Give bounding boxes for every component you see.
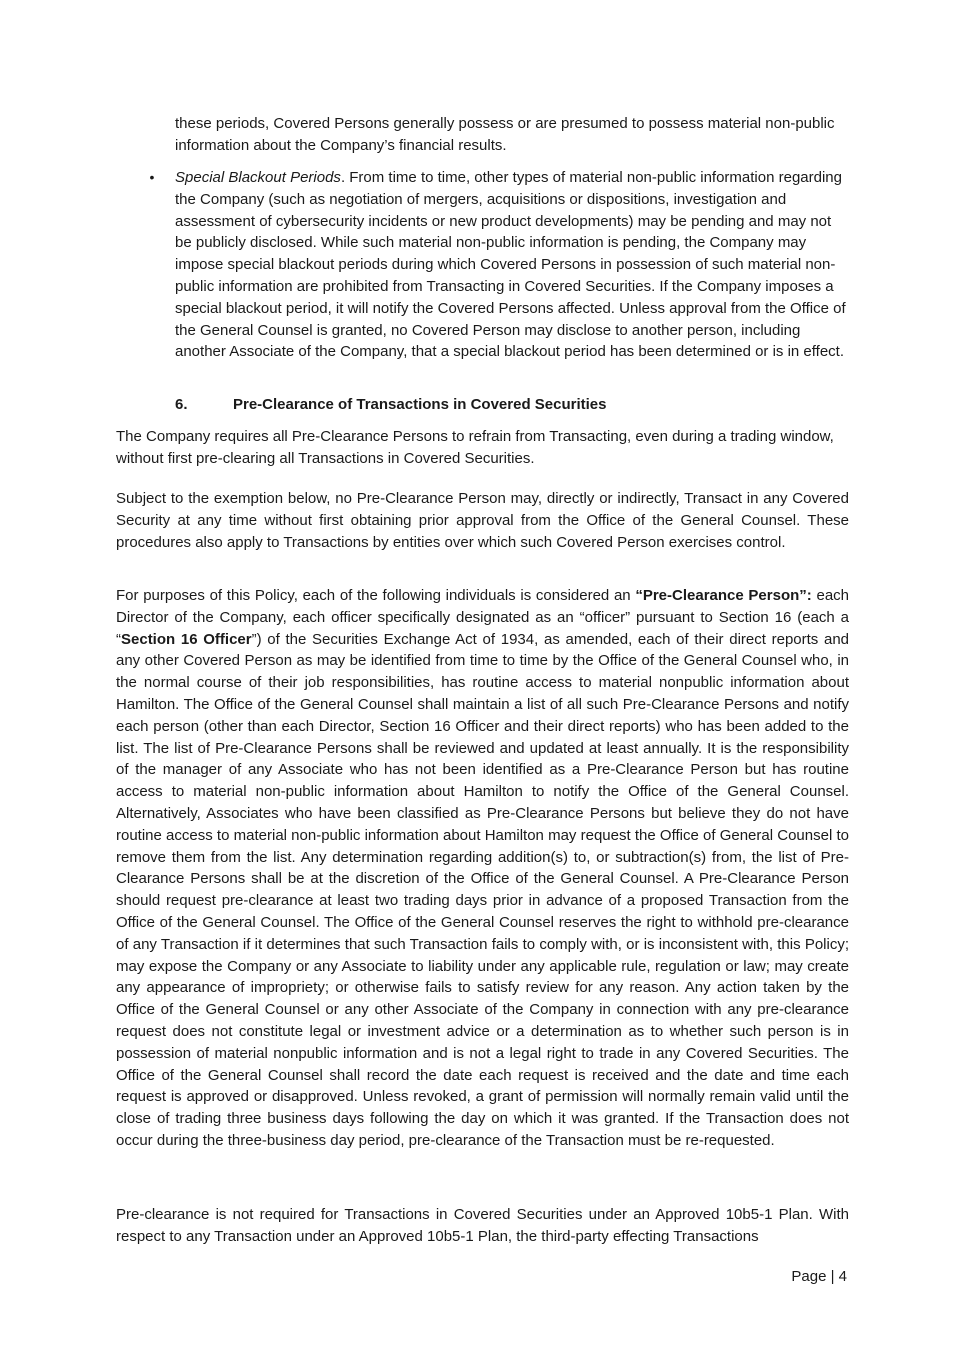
- paragraph-requirement: The Company requires all Pre-Clearance Persons to refrain from Transacting, even during a trading window, without first pre-clearing all Transactions in Covered Securities.: [116, 428, 834, 467]
- definition-text-a: For purposes of this Policy, each of the following individuals is considered an: [116, 587, 636, 604]
- definition-text-b: each Director of the Company, each officer specifically designated as an “officer” pursuant to Section 16 (each a “: [116, 587, 850, 648]
- section-number: 6.: [175, 396, 188, 413]
- term-pre-clearance-person: “Pre-Clearance Person”:: [635, 587, 812, 604]
- section-title: Pre-Clearance of Transactions in Covered Securities: [233, 396, 607, 413]
- paragraph-10b5-1: Pre-clearance is not required for Transactions in Covered Securities under an Approved 10b5-1 Plan. With respect to any Transaction under an Approved 10b5-1 Plan, the third-party effecting Transactions: [116, 1206, 849, 1245]
- special-blackout-title: Special Blackout Periods: [175, 169, 341, 186]
- page-number: Page | 4: [791, 1268, 847, 1285]
- continuation-paragraph: these periods, Covered Persons generally possess or are presumed to possess material non-public information about the Company’s financial results.: [175, 115, 835, 154]
- special-blackout-body: . From time to time, other types of material non-public information regarding the Company (such as negotiation of mergers, acquisitions or dispositions, investigation and assessment of cybersecurity incidents or new product developments) may be pending and may not be publicly disclosed. While such material non-public information is pending, the Company may impose special blackout periods during which Covered Persons in possession of such material non-public information are prohibited from Transacting in Covered Securities. If the Company imposes a special blackout period, it will notify the Covered Persons affected. Unless approval from the Office of the General Counsel is granted, no Covered Person may disclose to another person, including another Associate of the Company, that a special blackout period has been determined or is in effect.: [175, 169, 846, 361]
- term-section-16-officer: Section 16 Officer: [121, 630, 252, 648]
- special-blackout-text: [175, 167, 848, 363]
- section-heading: [175, 394, 775, 416]
- paragraph-definition: [116, 585, 849, 1152]
- bullet-icon: •: [149, 169, 155, 185]
- paragraph-exemption: Subject to the exemption below, no Pre-Clearance Person may, directly or indirectly, Transact in any Covered Security at any time without first obtaining prior approval from the Office of the General Counsel. These procedures also apply to Transactions by entities over which such Covered Person exercises control.: [116, 490, 849, 551]
- definition-text-c: ”) of the Securities Exchange Act of 1934, as amended, each of their direct reports and any other Covered Person as may be identified from time to time by the Office of the General Counsel who, in the normal course of their job responsibilities, has routine access to material nonpublic information about Hamilton. The Office of the General Counsel shall maintain a list of all such Pre-Clearance Persons and notify each person (other than each Director, Section 16 Officer and their direct reports) who has been added to the list. The list of Pre-Clearance Persons shall be reviewed and updated at least annually. It is the responsibility of the manager of any Associate who has not been identified as a Pre-Clearance Person but has routine access to material non-public information about Hamilton to notify the Office of the General Counsel. Alternatively, Associates who have been classified as Pre-Clearance Persons but believe they do not have routine access to material non-public information about Hamilton may request the Office of General Counsel to remove them from the list. Any determination regarding addition(s) to, or subtraction(s) from, the list of Pre-Clearance Persons shall be at the discretion of the Office of the General Counsel. A Pre-Clearance Person should request pre-clearance at least two trading days prior in advance of a proposed Transaction from the Office of the General Counsel. The Office of the General Counsel reserves the right to withhold pre-clearance of any Transaction if it determines that such Transaction fails to comply with, or is inconsistent with, this Policy; may expose the Company or any Associate to liability under any applicable rule, regulation or law; may create any appearance of impropriety; or otherwise fails to satisfy review for any reason. Any action taken by the Office of the General Counsel or any other Associate of the Company in connection with any pre-clearance request does not constitute legal or investment advice or a determination as to whether such person is in possession of material nonpublic information and is not a legal right to trade in any Covered Securities. The Office of the General Counsel shall record the date each request is received and the date and time each request is approved or disapproved. Unless revoked, a grant of permission will normally remain valid until the close of trading three business days following the day on which it was granted. If the Transaction does not occur during the three-business day period, pre-clearance of the Transaction must be re-requested.: [116, 630, 850, 1149]
